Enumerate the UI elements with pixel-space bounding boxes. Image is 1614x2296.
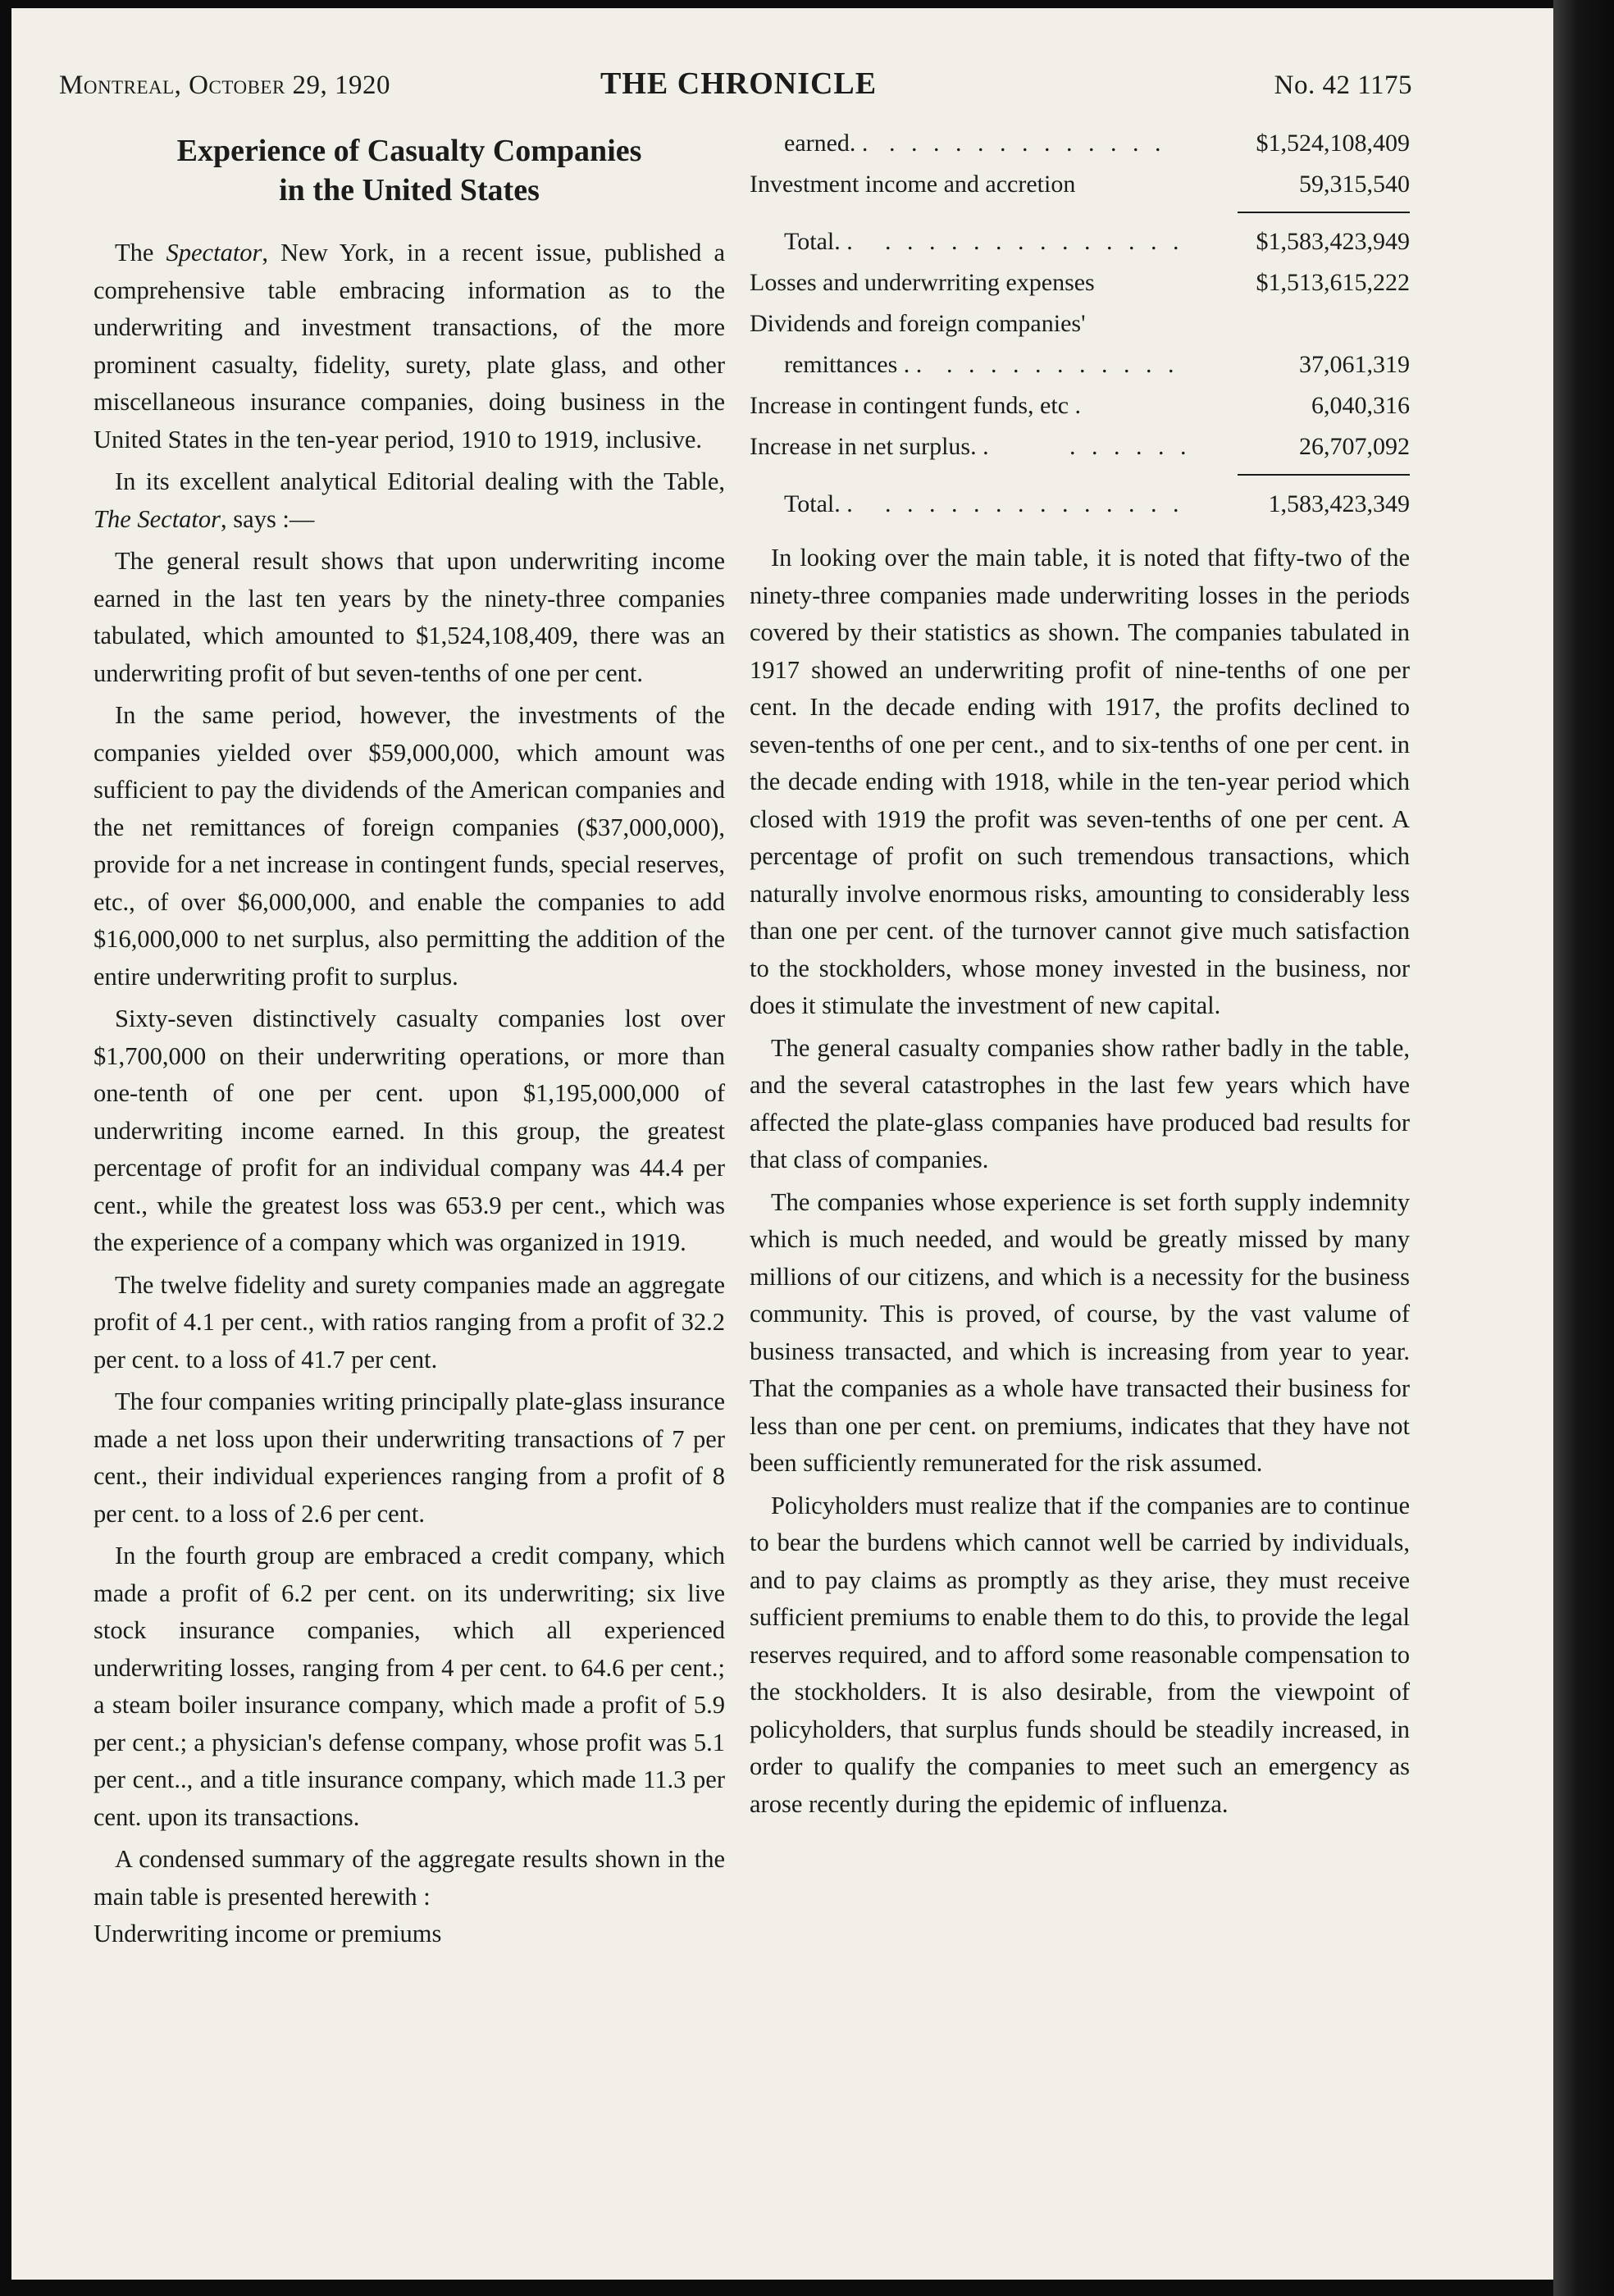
fin-label: Dividends and foreign companies'	[750, 310, 1086, 337]
leader-dots: . . . . . .	[1069, 433, 1192, 460]
article-paragraph-9: A condensed summary of the aggregate results shown in the main table is presented herewith :	[93, 1845, 725, 1911]
summary-lead-line: Underwriting income or premiums	[93, 1920, 442, 1947]
text-run: The	[115, 239, 166, 266]
right-column	[750, 123, 1410, 1828]
fin-row-contingent-funds	[750, 385, 1410, 426]
publication-name: Spectator	[166, 239, 262, 266]
leader-dots: . . . . . . . . . . . . .	[889, 130, 1166, 157]
text-run: In its excellent analytical Editorial dealing with the Table,	[115, 467, 725, 495]
leader-dots: . . . . . . . . . . .	[946, 351, 1179, 378]
fin-amount: $1,524,108,409	[1256, 130, 1410, 157]
fin-label: Losses and underwrriting expenses	[750, 269, 1095, 296]
header-dateline: Montreal, October 29, 1920	[59, 71, 391, 100]
article-title	[93, 131, 725, 210]
fin-amount: $1,583,423,949	[1256, 228, 1410, 255]
fin-row-losses	[750, 262, 1410, 303]
fin-row-net-surplus	[750, 426, 1410, 467]
fin-amount: $1,513,615,222	[1256, 269, 1410, 296]
article-paragraph-5: Sixty-seven distinctively casualty companies lost over $1,700,000 on their underwriting operations, or more than one-tenth of one per cent. upon $1,195,000,000 of underwriting income earned. In this group, the greatest percentage of profit for an individual company was 44.4 per cent., while the greatest loss was 653.9 per cent., which was the experience of a company which was organized in 1919.	[93, 1004, 725, 1256]
fin-row-total-income	[750, 221, 1410, 262]
article-title-line-1: Experience of Casualty Companies	[176, 134, 642, 168]
fin-row-earned	[750, 123, 1410, 164]
header-publication-title: THE CHRONICLE	[600, 66, 878, 101]
fin-amount: 59,315,540	[1299, 171, 1410, 198]
sum-rule	[1238, 474, 1410, 476]
fin-label: Increase in contingent funds, etc .	[750, 392, 1082, 419]
header-issue-page: No. 42 1175	[1274, 71, 1412, 100]
leader-dots: . . . . . . . . . . . . . .	[885, 228, 1184, 255]
financial-summary	[750, 123, 1410, 525]
right-paragraph-1: In looking over the main table, it is noted that fifty-two of the ninety-three companies made underwriting losses in the periods covered by their statistics as shown. The companies tabulated in 1917 showed an underwriting profit of nine-tenths of one per cent. In the decade ending with 1917, the profits declined to seven-tenths of one per cent., and to six-tenths of one per cent. in the decade ending with 1918, while in the ten-year period which closed with 1919 the profit was seven-tenths of one per cent. A percentage of profit on such tremendous transactions, which naturally involve enormous risks, amounting to considerably less than one per cent. of the turnover cannot give much satisfaction to the stockholders, whose money invested in the business, nor does it stimulate the investment of new capital.	[750, 544, 1410, 1019]
right-paragraph-2: The general casualty companies show rather badly in the table, and the several catastrophes in the last few years which have affected the plate-glass companies have produced bad results for that class of companies.	[750, 1033, 1410, 1173]
fin-label: Total. .	[784, 228, 853, 255]
leader-dots: . . . . . . . . . . . . . .	[885, 490, 1184, 517]
article-paragraph-1	[93, 235, 725, 458]
fin-label: Total. .	[784, 490, 853, 517]
sum-rule	[1238, 212, 1410, 213]
text-run: , says :—	[221, 504, 315, 533]
page-header	[59, 66, 1412, 112]
right-paragraph-3: The companies whose experience is set forth supply indemnity which is much needed, and would be greatly missed by many millions of our citizens, and which is a necessity for the business community. This is proved, of course, by the vast valume of business transacted, and which is increasing from year to year. That the companies as a whole have transacted their business for less than one per cent. on premiums, indicates that they have not been sufficiently remunerated for the risk assumed.	[750, 1187, 1410, 1477]
fin-amount: 6,040,316	[1311, 392, 1410, 419]
fin-row-remittances	[750, 344, 1410, 385]
article-paragraph-8: In the fourth group are embraced a credit company, which made a profit of 6.2 per cent. on its underwriting; six live stock insurance companies, which all experienced underwriting losses, ranging from 4 per cent. to 64.6 per cent.; a steam boiler insurance company, which made a profit of 5.9 per cent.; a physician's defense company, whose profit was 5.1 per cent.., and a title insurance company, which made 11.3 per cent. upon its transactions.	[93, 1542, 725, 1831]
fin-label: earned. .	[784, 130, 869, 157]
text-run: , New York, in a recent issue, published a comprehensive table embracing information as to the underwriting and investment transactions, of the more prominent casualty, fidelity, surety, plate glass, and other miscellaneous insurance companies, doing business in the United States in the ten-year period, 1910 to 1919, inclusive.	[93, 239, 726, 453]
fin-label: Investment income and accretion	[750, 171, 1076, 198]
fin-label: remittances . .	[784, 351, 923, 378]
article-paragraph-4: In the same period, however, the investments of the companies yielded over $59,000,000, which amount was sufficient to pay the dividends of the American companies and the net remittances of foreign companies ($37,000,000), provide for a net increase in contingent funds, special reserves, etc., of over $6,000,000, and enable the companies to add $16,000,000 to net surplus, also permitting the addition of the entire underwriting profit to surplus.	[93, 701, 725, 991]
article-title-line-2: in the United States	[279, 173, 540, 207]
scan-edge-shadow	[1553, 0, 1614, 2296]
article-paragraph-3: The general result shows that upon underwriting income earned in the last ten years by the ninety-three companies tabulated, which amounted to $1,524,108,409, there was an underwriting profit of but seven-tenths of one per cent.	[93, 547, 725, 687]
fin-label: Increase in net surplus. .	[750, 433, 989, 460]
left-column	[93, 131, 725, 1953]
article-paragraph-6: The twelve fidelity and surety companies made an aggregate profit of 4.1 per cent., with ratios ranging from a profit of 32.2 per cent. to a loss of 41.7 per cent.	[93, 1270, 725, 1374]
article-paragraph-7: The four companies writing principally plate-glass insurance made a net loss upon their underwriting transactions of 7 per cent., their individual experiences ranging from a profit of 8 per cent. to a loss of 2.6 per cent.	[93, 1387, 725, 1528]
fin-row-investment-income	[750, 164, 1410, 205]
right-paragraph-4: Policyholders must realize that if the companies are to continue to bear the burdens which cannot well be carried by individuals, and to pay claims as promptly as they arise, they must receive sufficient premiums to enable them to do this, to provide the legal reserves required, and to afford some reasonable compensation to the stockholders. It is also desirable, from the viewpoint of policyholders, that surplus funds should be steadily increased, in order to qualify the companies to meet such an emergency as arose recently during the epidemic of influenza.	[750, 1491, 1410, 1818]
article-paragraph-2	[93, 463, 725, 538]
newspaper-page	[11, 8, 1553, 2280]
fin-row-total-disposition	[750, 484, 1410, 525]
fin-amount: 1,583,423,349	[1268, 490, 1410, 517]
fin-row-dividends	[750, 303, 1410, 344]
fin-amount: 37,061,319	[1299, 351, 1410, 378]
fin-amount: 26,707,092	[1299, 433, 1410, 460]
publication-name: The Sectator	[93, 504, 221, 533]
